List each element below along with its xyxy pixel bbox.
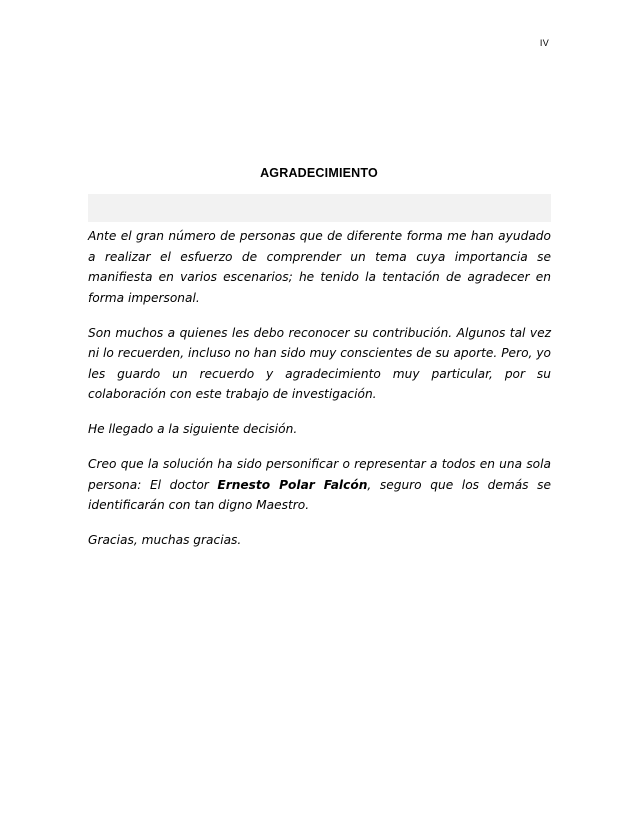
honoree-name: Ernesto Polar Falcón (217, 477, 368, 492)
paragraph-1: Ante el gran número de personas que de diferente forma me han ayudado a realizar el esfuerzo de comprender un tema cuya importancia se manifiesta en varios escenarios; he tenido la tentación de agradecer en forma impersonal. (88, 229, 551, 305)
paragraph-3: He llegado a la siguiente decisión. (88, 422, 298, 436)
shaded-bar (88, 194, 551, 222)
paragraph-4-after: , seguro que los demás se identificarán con tan digno Maestro. (88, 477, 551, 512)
paragraph-2: Son muchos a quienes les debo reconocer su contribución. Algunos tal vez ni lo recuerden, incluso no han sido muy conscientes de su aporte. Pero, yo les guardo un recuerdo y agradecimiento muy particular, por su colaboración con este trabajo de investigación. (88, 325, 551, 401)
paragraph-4-before: Creo que la solución ha sido personificar o representar a todos en una sola persona: El doctor (88, 457, 551, 492)
paragraph-5: Gracias, muchas gracias. (88, 533, 242, 547)
page-number: IV (539, 38, 549, 48)
paragraph-4 (88, 454, 551, 516)
page-title: AGRADECIMIENTO (260, 166, 378, 180)
body-text (88, 226, 551, 565)
